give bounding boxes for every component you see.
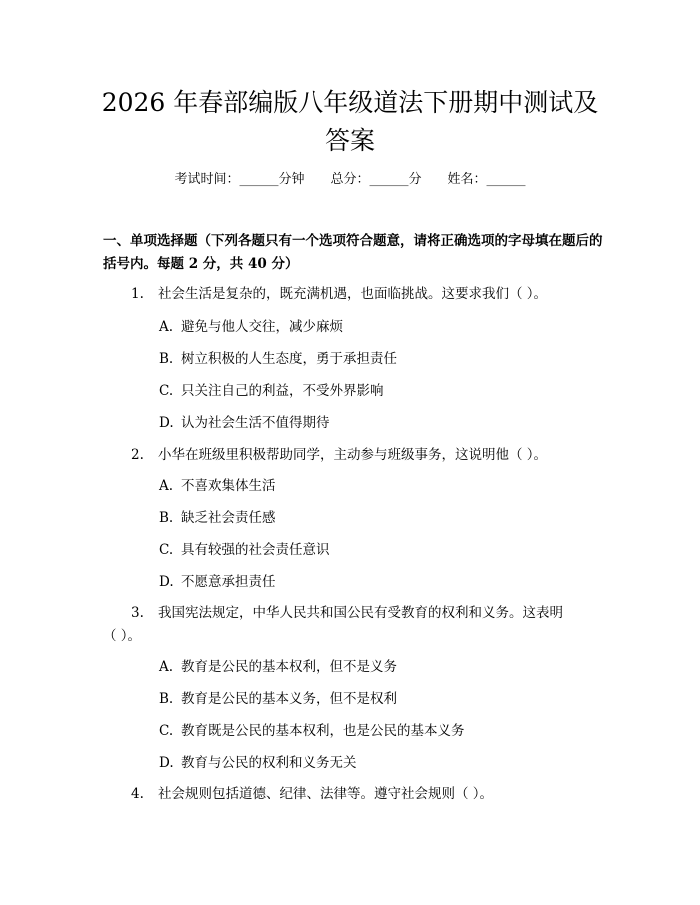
option-text: 缺乏社会责任感 <box>181 510 276 526</box>
question-2-option-b <box>159 506 276 526</box>
option-letter: C. <box>159 723 174 739</box>
option-text: 不喜欢集体生活 <box>181 478 276 494</box>
question-2 <box>131 443 547 463</box>
question-2-option-a <box>159 474 276 494</box>
option-letter: C. <box>159 383 174 399</box>
question-text-line-2: （ ）。 <box>103 628 142 644</box>
question-text-line-1: 我国宪法规定，中华人民共和国公民有受教育的权利和义务。这表明 <box>158 605 563 621</box>
option-text: 只关注自己的利益，不受外界影响 <box>181 383 384 399</box>
question-1 <box>131 282 547 302</box>
option-text: 树立积极的人生态度，勇于承担责任 <box>181 351 397 367</box>
document-title-line-2: 答案 <box>324 126 375 155</box>
option-letter: C. <box>159 542 174 558</box>
question-3 <box>131 601 563 621</box>
total-score-field: 总分：______分 <box>330 172 422 187</box>
document-title-line-1: 2026 年春部编版八年级道法下册期中测试及 <box>101 88 599 117</box>
question-1-option-d <box>159 411 330 431</box>
option-letter: A. <box>159 478 174 494</box>
question-3-option-d <box>159 751 357 771</box>
option-letter: B. <box>159 351 174 367</box>
question-number: 1. <box>131 286 144 302</box>
question-text: 小华在班级里积极帮助同学，主动参与班级事务，这说明他（ ）。 <box>158 447 548 463</box>
option-letter: D. <box>159 574 174 590</box>
option-letter: D. <box>159 755 174 771</box>
option-text: 教育既是公民的基本权利，也是公民的基本义务 <box>181 723 465 739</box>
option-text: 教育是公民的基本义务，但不是权利 <box>181 691 397 707</box>
question-text: 社会规则包括道德、纪律、法律等。遵守社会规则（ ）。 <box>158 786 494 802</box>
option-letter: D. <box>159 415 174 431</box>
option-text: 避免与他人交往，减少麻烦 <box>181 319 343 335</box>
option-letter: A. <box>159 319 174 335</box>
section-heading-single-choice: 一、单项选择题（下列各题只有一个选项符合题意，请将正确选项的字母填在题后的括号内。每题 2 分，共 40 分） <box>103 233 603 272</box>
question-number: 2. <box>131 447 144 463</box>
option-letter: A. <box>159 659 174 675</box>
exam-info-row <box>0 168 700 187</box>
question-4 <box>131 782 493 802</box>
question-2-option-c <box>159 538 330 558</box>
option-letter: B. <box>159 510 174 526</box>
question-3-option-c <box>159 719 465 739</box>
option-text: 具有较强的社会责任意识 <box>181 542 330 558</box>
student-name-field: 姓名：______ <box>447 172 526 187</box>
question-1-option-c <box>159 379 384 399</box>
question-3-option-b <box>159 687 397 707</box>
option-letter: B. <box>159 691 174 707</box>
question-3-continuation <box>103 624 141 644</box>
exam-time-field: 考试时间：______分钟 <box>174 172 305 187</box>
question-2-option-d <box>159 570 276 590</box>
option-text: 教育是公民的基本权利，但不是义务 <box>181 659 397 675</box>
question-1-option-a <box>159 315 343 335</box>
question-number: 4. <box>131 786 144 802</box>
option-text: 不愿意承担责任 <box>181 574 276 590</box>
question-text: 社会生活是复杂的，既充满机遇，也面临挑战。这要求我们（ ）。 <box>158 286 548 302</box>
question-1-option-b <box>159 347 397 367</box>
option-text: 认为社会生活不值得期待 <box>181 415 330 431</box>
option-text: 教育与公民的权利和义务无关 <box>181 755 357 771</box>
question-3-option-a <box>159 655 397 675</box>
question-number: 3. <box>131 605 144 621</box>
